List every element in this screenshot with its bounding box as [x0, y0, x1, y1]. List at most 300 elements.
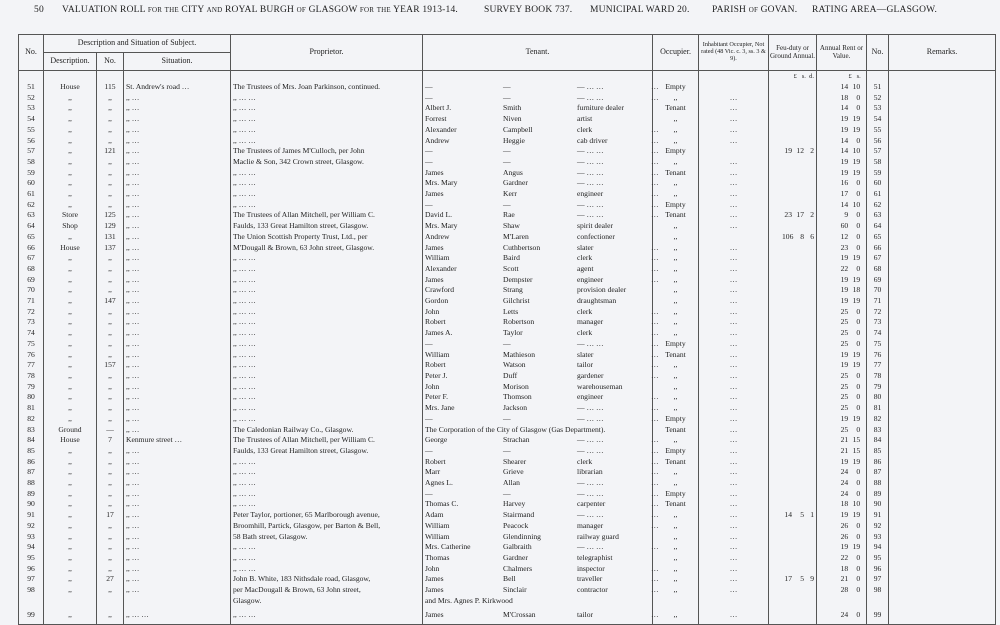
- row-number-right: 60: [867, 178, 889, 189]
- tenant-occupation: tailor: [577, 610, 594, 620]
- tenant-surname: Glendinning: [503, 531, 541, 541]
- annual-rent: [817, 382, 867, 393]
- row-number-right: 85: [867, 446, 889, 457]
- tenant-surname: Grieve: [503, 467, 524, 477]
- street-number: ,,: [97, 553, 124, 564]
- row-number: 76: [19, 350, 44, 361]
- col-inhabitant-occupier: Inhabitant Occupier, Not rated (48 Vic. c. 3, ss. 3 & 9).: [699, 35, 769, 71]
- rent-pounds: 18: [840, 499, 849, 509]
- row-number-right: 68: [867, 264, 889, 275]
- tenant: [423, 382, 653, 393]
- feu-duty: [769, 114, 817, 125]
- description: ,,: [44, 114, 97, 125]
- description: ,,: [44, 168, 97, 179]
- street-number: 147: [97, 296, 124, 307]
- inhabitant-occupier: …: [699, 328, 769, 339]
- annual-rent: [817, 178, 867, 189]
- inhabitant-occupier: …: [699, 542, 769, 553]
- row-number: 84: [19, 435, 44, 446]
- occupier: ,,: [653, 585, 699, 596]
- tenant-forename: —: [425, 146, 433, 156]
- tenant-filler: …: [651, 242, 659, 252]
- tenant: [423, 478, 659, 489]
- remarks: [889, 178, 996, 189]
- tenant: [423, 328, 659, 339]
- tenant-surname: Galbraith: [503, 542, 532, 552]
- proprietor: ,, … …: [231, 392, 423, 403]
- tenant-filler: …: [651, 510, 659, 520]
- rent-shillings: 10: [852, 82, 861, 91]
- proprietor: ,, … …: [231, 189, 423, 200]
- proprietor: ,, … …: [231, 350, 423, 361]
- col-feu-duty: Feu-duty or Ground Annual.: [769, 35, 817, 71]
- row-number: 87: [19, 467, 44, 478]
- row-number-right: 91: [867, 510, 889, 521]
- tenant: [423, 553, 653, 564]
- annual-rent: [817, 467, 867, 478]
- description: ,,: [44, 467, 97, 478]
- row-number: 80: [19, 392, 44, 403]
- municipal-ward: MUNICIPAL WARD 20.: [590, 5, 690, 15]
- occupier: Empty: [653, 200, 699, 211]
- street-number: ,,: [97, 285, 124, 296]
- occupier: ,,: [653, 574, 699, 585]
- annual-rent: [817, 210, 867, 221]
- annual-rent: [817, 189, 867, 200]
- annual-rent: [817, 103, 867, 114]
- rent-pounds: 24: [840, 610, 849, 620]
- proprietor: ,, … …: [231, 93, 423, 104]
- remarks: [889, 93, 996, 104]
- tenant-surname: Baird: [503, 253, 520, 263]
- tenant-surname: Kerr: [503, 189, 517, 199]
- street-number: 131: [97, 232, 124, 243]
- rent-pounds: 24: [840, 478, 849, 488]
- annual-rent: [817, 232, 867, 243]
- col-description: Description.: [44, 53, 97, 71]
- tenant-surname: —: [503, 413, 511, 423]
- row-number: 67: [19, 253, 44, 264]
- occupier: ,,: [653, 610, 699, 625]
- situation: ,, …: [124, 521, 231, 532]
- rent-shillings: 19: [852, 253, 861, 263]
- tenant-filler: …: [651, 349, 659, 359]
- rent-pounds: 21: [840, 445, 849, 455]
- inhabitant-occupier: …: [699, 499, 769, 510]
- tenant-filler: …: [651, 488, 659, 498]
- description: ,,: [44, 93, 97, 104]
- inhabitant-occupier: …: [699, 189, 769, 200]
- occupier: Empty: [653, 339, 699, 350]
- rent-shillings: 19: [852, 360, 861, 370]
- tenant-forename: James A.: [425, 328, 453, 338]
- inhabitant-occupier: …: [699, 168, 769, 179]
- description: ,,: [44, 136, 97, 147]
- tenant-forename: Adam: [425, 510, 444, 520]
- table-row: [19, 168, 996, 179]
- feu-pounds: 23: [784, 210, 792, 220]
- occupier: Empty: [653, 82, 699, 93]
- rent-shillings: 19: [852, 114, 861, 124]
- col-tenant: Tenant.: [423, 35, 653, 71]
- proprietor: Broomhill, Partick, Glasgow, per Barton & Bell,: [231, 521, 423, 532]
- proprietor: ,, … …: [231, 264, 423, 275]
- tenant-forename: John: [425, 306, 440, 316]
- remarks: [889, 103, 996, 114]
- inhabitant-occupier: …: [699, 489, 769, 500]
- street-number: ,,: [97, 542, 124, 553]
- feu-duty: [769, 382, 817, 393]
- description: ,,: [44, 307, 97, 318]
- tenant-forename: —: [425, 199, 433, 209]
- tenant-surname: —: [503, 92, 511, 102]
- description: ,,: [44, 610, 97, 625]
- tenant: [423, 360, 659, 371]
- table-row: [19, 189, 996, 200]
- row-number-right: 75: [867, 339, 889, 350]
- description: ,,: [44, 382, 97, 393]
- rent-pounds: 23: [840, 242, 849, 252]
- rent-shillings: 0: [856, 103, 861, 113]
- remarks: [889, 596, 996, 607]
- remarks: [889, 82, 996, 93]
- rent-pounds: 25: [840, 306, 849, 316]
- situation: ,, …: [124, 478, 231, 489]
- occupier: ,,: [653, 221, 699, 232]
- table-row: [19, 125, 996, 136]
- occupier: ,,: [653, 403, 699, 414]
- tenant: [423, 392, 659, 403]
- row-number: 60: [19, 178, 44, 189]
- rent-pounds: 19: [840, 124, 849, 134]
- rent-shillings: 0: [856, 370, 861, 380]
- rent-pounds: 21: [840, 574, 849, 584]
- situation: ,, …: [124, 499, 231, 510]
- tenant-forename: —: [425, 156, 433, 166]
- tenant-occupation: — … …: [577, 403, 604, 413]
- parish: PARISH of GOVAN.: [712, 5, 798, 15]
- tenant: [423, 189, 659, 200]
- feu-duty: [769, 146, 817, 157]
- situation: ,, …: [124, 157, 231, 168]
- rent-shillings: 10: [852, 146, 861, 156]
- street-number: 7: [97, 435, 124, 446]
- tenant-forename: —: [425, 92, 433, 102]
- table-row: [19, 510, 996, 521]
- remarks: [889, 553, 996, 564]
- remarks: [889, 210, 996, 221]
- feu-duty: [769, 414, 817, 425]
- feu-duty: [769, 446, 817, 457]
- proprietor: 58 Bath street, Glasgow.: [231, 532, 423, 543]
- rent-pounds: 25: [840, 392, 849, 402]
- row-number: 72: [19, 307, 44, 318]
- inhabitant-occupier: …: [699, 446, 769, 457]
- rent-pounds: 26: [840, 531, 849, 541]
- occupier: ,,: [653, 521, 699, 532]
- tenant-surname: —: [503, 445, 511, 455]
- annual-rent: [817, 532, 867, 543]
- description: ,,: [44, 414, 97, 425]
- feu-duty: [769, 371, 817, 382]
- annual-rent: [817, 285, 867, 296]
- tenant-surname: Campbell: [503, 124, 533, 134]
- situation: ,, …: [124, 264, 231, 275]
- remarks: [889, 307, 996, 318]
- tenant-surname: Mathieson: [503, 349, 536, 359]
- annual-rent: [817, 499, 867, 510]
- occupier: Tenant: [653, 168, 699, 179]
- tenant-forename: —: [425, 445, 433, 455]
- feu-duty: [769, 499, 817, 510]
- description: ,,: [44, 574, 97, 585]
- rent-pounds: 16: [840, 178, 849, 188]
- remarks: [889, 243, 996, 254]
- description: ,,: [44, 521, 97, 532]
- row-number: 96: [19, 564, 44, 575]
- tenant: [423, 542, 659, 553]
- feu-units: £ s. d.: [769, 71, 817, 83]
- proprietor: ,, … …: [231, 360, 423, 371]
- inhabitant-occupier: …: [699, 200, 769, 211]
- feu-duty: [769, 435, 817, 446]
- tenant-occupation: — … …: [577, 156, 604, 166]
- proprietor: Glasgow.: [231, 596, 423, 607]
- rent-shillings: 0: [856, 478, 861, 488]
- row-number: 88: [19, 478, 44, 489]
- rent-pounds: 14: [840, 135, 849, 145]
- rent-shillings: 0: [856, 135, 861, 145]
- street-number: 137: [97, 243, 124, 254]
- row-number: 58: [19, 157, 44, 168]
- tenant: [423, 445, 659, 457]
- inhabitant-occupier: …: [699, 457, 769, 468]
- tenant: [423, 103, 653, 114]
- rent-shillings: 0: [856, 221, 861, 231]
- remarks: [889, 317, 996, 328]
- tenant-filler: …: [651, 317, 659, 327]
- row-number: 70: [19, 285, 44, 296]
- tenant-forename: Mrs. Mary: [425, 221, 458, 231]
- rent-pounds: 19: [840, 413, 849, 423]
- tenant-forename: Alexander: [425, 124, 457, 134]
- rent-shillings: 0: [856, 328, 861, 338]
- remarks: [889, 125, 996, 136]
- tenant-surname: —: [503, 488, 511, 498]
- rent-shillings: 0: [856, 403, 861, 413]
- occupier: ,,: [653, 435, 699, 446]
- description: ,,: [44, 125, 97, 136]
- occupier: Empty: [653, 146, 699, 157]
- occupier: ,,: [653, 296, 699, 307]
- inhabitant-occupier: …: [699, 210, 769, 221]
- proprietor: per MacDougall & Brown, 63 John street,: [231, 585, 423, 596]
- street-number: ,,: [97, 93, 124, 104]
- tenant-occupation: traveller: [577, 574, 603, 584]
- situation: ,, …: [124, 382, 231, 393]
- tenant-occupation: — … …: [577, 199, 604, 209]
- proprietor: John B. White, 183 Nithsdale road, Glasgow,: [231, 574, 423, 585]
- row-number-right: 79: [867, 382, 889, 393]
- tenant-surname: —: [503, 146, 511, 156]
- street-number: —: [97, 425, 124, 436]
- annual-rent: [817, 264, 867, 275]
- occupier: ,,: [653, 275, 699, 286]
- inhabitant-occupier: …: [699, 425, 769, 436]
- tenant-filler: …: [651, 585, 659, 595]
- proprietor: ,, … …: [231, 553, 423, 564]
- row-number-right: 66: [867, 243, 889, 254]
- row-number-right: 88: [867, 478, 889, 489]
- rent-pounds: 12: [840, 231, 849, 241]
- remarks: [889, 136, 996, 147]
- street-number: ,,: [97, 382, 124, 393]
- description: ,,: [44, 253, 97, 264]
- rent-shillings: 19: [852, 510, 861, 520]
- remarks: [889, 610, 996, 625]
- survey-book: SURVEY BOOK 737.: [484, 5, 573, 15]
- annual-rent: [817, 610, 867, 625]
- tenant-occupation: agent: [577, 263, 594, 273]
- rent-shillings: 15: [852, 435, 861, 445]
- row-number: 97: [19, 574, 44, 585]
- street-number: ,,: [97, 499, 124, 510]
- street-number: ,,: [97, 328, 124, 339]
- remarks: [889, 403, 996, 414]
- tenant-filler: …: [651, 520, 659, 530]
- situation: [124, 596, 231, 607]
- description: ,,: [44, 446, 97, 457]
- inhabitant-occupier: …: [699, 382, 769, 393]
- proprietor: ,, … …: [231, 125, 423, 136]
- occupier: ,,: [653, 553, 699, 564]
- proprietor: ,, … …: [231, 382, 423, 393]
- rent-pounds: 19: [840, 510, 849, 520]
- rent-shillings: 0: [856, 585, 861, 595]
- row-number-right: 71: [867, 296, 889, 307]
- row-number: 99: [19, 610, 44, 625]
- annual-rent: [817, 146, 867, 157]
- remarks: [889, 275, 996, 286]
- street-number: ,,: [97, 125, 124, 136]
- row-number-right: 70: [867, 285, 889, 296]
- tenant-occupation: — … …: [577, 146, 604, 156]
- feu-pounds: 19: [784, 146, 792, 156]
- rent-shillings: 19: [852, 349, 861, 359]
- tenant-surname: Chalmers: [503, 563, 533, 573]
- rent-shillings: 19: [852, 124, 861, 134]
- feu-pence: 9: [810, 574, 814, 584]
- table-row: [19, 596, 996, 607]
- situation: St. Andrew's road …: [124, 82, 231, 93]
- feu-shillings: 5: [800, 574, 804, 584]
- tenant: [423, 82, 659, 93]
- row-number-right: 93: [867, 532, 889, 543]
- street-number: ,,: [97, 307, 124, 318]
- table-body: [19, 71, 996, 625]
- remarks: [889, 339, 996, 350]
- tenant-surname: Gardner: [503, 552, 528, 562]
- row-number-right: [867, 596, 889, 607]
- tenant-surname: Scott: [503, 263, 519, 273]
- table-row: [19, 339, 996, 350]
- remarks: [889, 446, 996, 457]
- rent-pounds: 28: [840, 585, 849, 595]
- tenant-forename: William: [425, 520, 450, 530]
- situation: ,, …: [124, 189, 231, 200]
- col-occupier: Occupier.: [653, 35, 699, 71]
- occupier: ,,: [653, 371, 699, 382]
- feu-shillings: 17: [796, 210, 804, 220]
- feu-duty: [769, 307, 817, 318]
- row-number: 56: [19, 136, 44, 147]
- tenant-occupation: tailor: [577, 360, 594, 370]
- rent-shillings: 0: [856, 92, 861, 102]
- col-street-no: No.: [97, 53, 124, 71]
- rent-shillings: 0: [856, 263, 861, 273]
- inhabitant-occupier: …: [699, 532, 769, 543]
- street-number: 27: [97, 574, 124, 585]
- row-number: [19, 596, 44, 607]
- row-number: 51: [19, 82, 44, 93]
- tenant-surname: Cuthbertson: [503, 242, 541, 252]
- inhabitant-occupier: …: [699, 264, 769, 275]
- tenant-surname: Peacock: [503, 520, 529, 530]
- annual-rent: [817, 350, 867, 361]
- remarks: [889, 253, 996, 264]
- annual-rent: [817, 275, 867, 286]
- tenant-surname: Letts: [503, 306, 519, 316]
- annual-rent: [817, 414, 867, 425]
- feu-duty: [769, 210, 817, 221]
- table-row: [19, 446, 996, 457]
- table-row: [19, 574, 996, 585]
- tenant: [423, 435, 659, 446]
- tenant-filler: …: [651, 124, 659, 134]
- annual-rent: [817, 392, 867, 403]
- street-number: ,,: [97, 489, 124, 500]
- row-number: 62: [19, 200, 44, 211]
- tenant-occupation: clerk: [577, 328, 593, 338]
- annual-rent: [817, 585, 867, 596]
- table-row: [19, 478, 996, 489]
- row-number: 54: [19, 114, 44, 125]
- annual-rent: [817, 114, 867, 125]
- street-number: ,,: [97, 157, 124, 168]
- inhabitant-occupier: …: [699, 136, 769, 147]
- rent-shillings: 0: [856, 381, 861, 391]
- situation: ,, …: [124, 457, 231, 468]
- feu-duty: [769, 189, 817, 200]
- feu-duty: [769, 285, 817, 296]
- tenant-filler: …: [651, 167, 659, 177]
- tenant-occupation: clerk: [577, 306, 593, 316]
- tenant-filler: …: [651, 403, 659, 413]
- tenant: [423, 370, 659, 382]
- situation: ,, …: [124, 125, 231, 136]
- tenant-occupation: cab driver: [577, 135, 608, 145]
- tenant-occupation: manager: [577, 317, 604, 327]
- proprietor: The Union Scottish Property Trust, Ltd., per: [231, 232, 423, 243]
- rent-pounds: 19: [840, 360, 849, 370]
- table-row: [19, 243, 996, 254]
- tenant-occupation: librarian: [577, 467, 603, 477]
- remarks: [889, 457, 996, 468]
- description: House: [44, 82, 97, 93]
- tenant-forename: Mrs. Mary: [425, 178, 458, 188]
- tenant-occupation: clerk: [577, 124, 593, 134]
- occupier: Tenant: [653, 499, 699, 510]
